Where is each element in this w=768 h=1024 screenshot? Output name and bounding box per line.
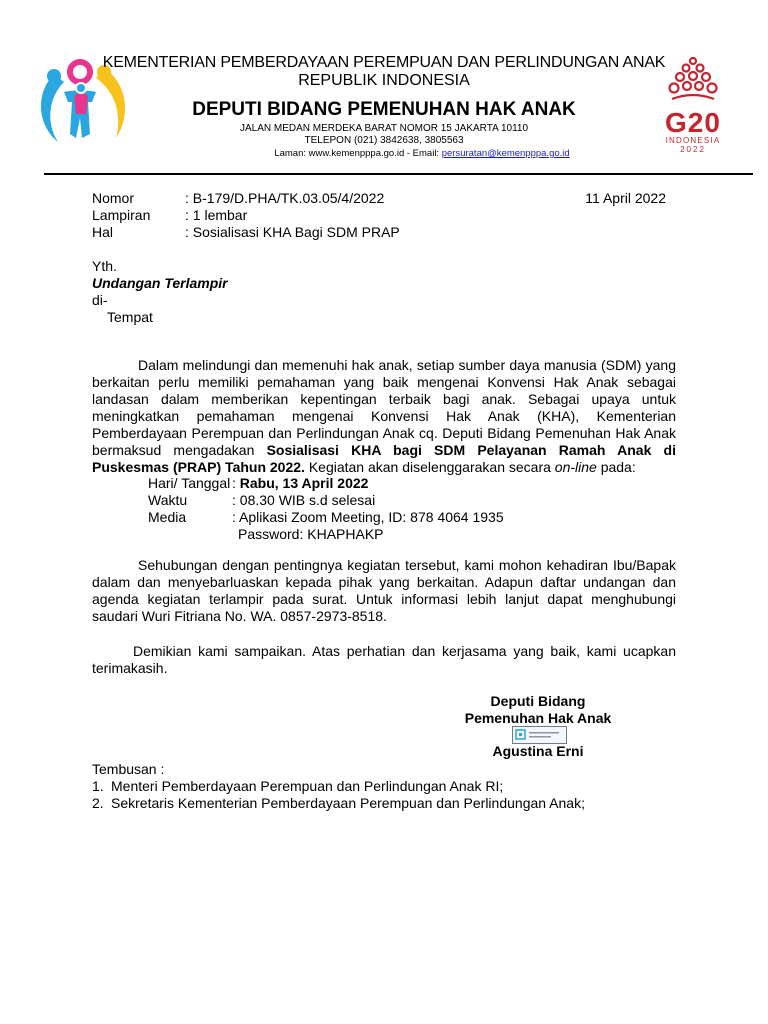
meta-lampiran-value: : 1 lembar: [185, 207, 248, 223]
digital-signature-stamp: [512, 726, 567, 744]
letter-date: 11 April 2022: [585, 190, 666, 206]
recipient-name: Undangan Terlampir: [92, 275, 228, 291]
meta-nomor-label: Nomor: [92, 190, 135, 206]
signatory-name: Agustina Erni: [492, 743, 584, 759]
event-day-value: [232, 475, 368, 492]
event-media-value: : Aplikasi Zoom Meeting, ID: 878 4064 1935: [232, 509, 504, 525]
meta-hal-value: : Sosialisasi KHA Bagi SDM PRAP: [185, 224, 400, 240]
tembusan-item-1-num: 1.: [92, 778, 104, 794]
meta-lampiran-label: Lampiran: [92, 207, 151, 223]
para2-text: Sehubungan dengan pentingnya kegiatan tersebut, kami mohon kehadiran Ibu/Bapak dalam dan menyebarluaskan kepada pihak yang berkaitan. Adapun daftar undangan dan agenda kegiatan terlampir pada surat. Untuk informasi lebih lanjut dapat menghubungi saudari Wuri Fitriana No. WA. 0857-2973-8518.: [92, 557, 676, 624]
event-day-text: Rabu, 13 April 2022: [239, 475, 369, 491]
letterhead-web: [140, 148, 704, 159]
g20-word: G20: [665, 107, 721, 138]
meta-nomor-value: : B-179/D.PHA/TK.03.05/4/2022: [185, 190, 385, 206]
tembusan-item-2-num: 2.: [92, 795, 104, 811]
g20-year: 2022: [680, 145, 706, 154]
ministry-country: REPUBLIK INDONESIA: [298, 72, 470, 89]
event-time-value: : 08.30 WIB s.d selesai: [232, 492, 376, 508]
para1-event-name: Sosialisasi KHA bagi SDM Pelayanan Ramah Anak di Puskesmas (PRAP) Tahun 2022.: [92, 442, 676, 475]
letterhead-address: JALAN MEDAN MERDEKA BARAT NOMOR 15 JAKARTA 10110: [239, 123, 529, 134]
tembusan-item-1: Menteri Pemberdayaan Perempuan dan Perlindungan Anak RI;: [111, 778, 504, 794]
event-day-sep: :: [232, 475, 240, 491]
signature-title-2: Pemenuhan Hak Anak: [464, 710, 612, 726]
recipient-di: di-: [92, 292, 108, 308]
para3-text: Demikian kami sampaikan. Atas perhatian dan kerjasama yang baik, kami ucapkan terimakasih.: [92, 643, 676, 676]
para1-text: Dalam melindungi dan memenuhi hak anak, setiap sumber daya manusia (SDM) yang berkaitan perlu memiliki pemahaman yang baik mengenai Konvensi Hak Anak sebagai landasan dalam memberikan kepentingan terbaik bagi anak. Sebagai upaya untuk meningkatkan pemahaman mengenai Konvensi Hak Anak (KHA), Kementerian Pemberdayaan Perempuan dan Perlindungan Anak cq. Deputi Bidang Pemenuhan Hak Anak bermaksud mengadakan: [92, 357, 676, 458]
body-paragraph-2: [92, 557, 676, 625]
email-link[interactable]: persuratan@kemenpppa.go.id: [441, 148, 570, 159]
tembusan-item-2: Sekretaris Kementerian Pemberdayaan Perempuan dan Perlindungan Anak;: [111, 795, 585, 811]
event-time-label: Waktu: [148, 492, 188, 508]
para1-online: on-line: [554, 459, 597, 475]
header-divider: [44, 173, 753, 175]
event-password: Password: KHAPHAKP: [238, 526, 384, 542]
body-paragraph-1: [92, 357, 676, 476]
recipient-yth: Yth.: [92, 258, 117, 274]
meta-hal-label: Hal: [92, 224, 114, 240]
g20-country: INDONESIA: [665, 136, 721, 145]
body-paragraph-3: [92, 643, 676, 677]
ministry-name: KEMENTERIAN PEMBERDAYAAN PEREMPUAN DAN PERLINDUNGAN ANAK: [102, 54, 666, 71]
event-day-label: Hari/ Tanggal: [148, 475, 231, 491]
web-prefix: Laman: www.kemenpppa.go.id - Email:: [274, 148, 442, 159]
recipient-tempat: Tempat: [107, 309, 153, 325]
event-media-label: Media: [148, 509, 187, 525]
para1-end: pada:: [596, 459, 636, 475]
signature-qr-icon: [513, 727, 566, 743]
tembusan-label: Tembusan :: [92, 761, 165, 777]
signature-title-1: Deputi Bidang: [490, 693, 586, 709]
para1-mid: Kegiatan akan diselenggarakan secara: [304, 459, 555, 475]
letterhead-title: DEPUTI BIDANG PEMENUHAN HAK ANAK: [192, 99, 576, 120]
letterhead-telephone: TELEPON (021) 3842638, 3805563: [304, 135, 464, 146]
